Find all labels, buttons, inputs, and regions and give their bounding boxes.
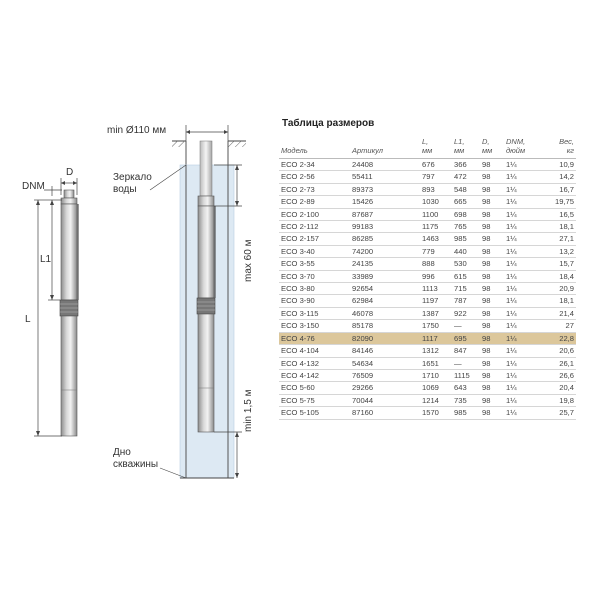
cell-weight: 27,1: [540, 233, 576, 245]
cell-l: 1387: [420, 307, 452, 319]
d-label: D: [66, 167, 74, 178]
cell-d: 98: [480, 196, 504, 208]
header-d: D, мм: [480, 137, 504, 159]
cell-l: 1197: [420, 295, 452, 307]
cell-l: 893: [420, 183, 452, 195]
header-l1: L1, мм: [452, 137, 480, 159]
cell-d: 98: [480, 357, 504, 369]
cell-model: ECO 3-90: [279, 295, 350, 307]
table-row: [279, 382, 576, 394]
cell-model: ECO 3-115: [279, 307, 350, 319]
cell-dnm: 1¼: [504, 196, 540, 208]
cell-l1: 985: [452, 407, 480, 419]
header-article: Артикул: [350, 137, 420, 159]
cell-weight: 26,1: [540, 357, 576, 369]
cell-weight: 18,1: [540, 221, 576, 233]
table-row: [279, 270, 576, 282]
cell-l: 1069: [420, 382, 452, 394]
table-row: [279, 221, 576, 233]
cell-d: 98: [480, 159, 504, 171]
cell-model: ECO 2-100: [279, 208, 350, 220]
cell-l1: 440: [452, 245, 480, 257]
header-model: Модель: [279, 137, 350, 159]
cell-l: 1710: [420, 369, 452, 381]
cell-dnm: 1¼: [504, 345, 540, 357]
table-row: [279, 357, 576, 369]
cell-l1: 985: [452, 233, 480, 245]
cell-dnm: 1¼: [504, 307, 540, 319]
cell-model: ECO 3-150: [279, 320, 350, 332]
cell-dnm: 1¼: [504, 295, 540, 307]
cell-l: 779: [420, 245, 452, 257]
cell-dnm: 1¼: [504, 159, 540, 171]
cell-l1: 922: [452, 307, 480, 319]
cell-model: ECO 5-105: [279, 407, 350, 419]
cell-model: ECO 2-157: [279, 233, 350, 245]
l1-label: L1: [40, 254, 52, 265]
cell-l1: —: [452, 357, 480, 369]
cell-l1: 1115: [452, 369, 480, 381]
cell-d: 98: [480, 171, 504, 183]
cell-model: ECO 3-55: [279, 258, 350, 270]
cell-article: 15426: [350, 196, 420, 208]
size-table: [279, 137, 576, 420]
size-table-body: [279, 159, 576, 420]
header-dnm: DNM, дюйм: [504, 137, 540, 159]
cell-weight: 25,7: [540, 407, 576, 419]
table-row: [279, 394, 576, 406]
cell-l: 888: [420, 258, 452, 270]
cell-article: 99183: [350, 221, 420, 233]
cell-d: 98: [480, 208, 504, 220]
cell-article: 76509: [350, 369, 420, 381]
water-mirror-label: Зеркало воды: [113, 172, 152, 195]
standalone-pump: [60, 190, 78, 436]
cell-dnm: 1¼: [504, 208, 540, 220]
cell-weight: 10,9: [540, 159, 576, 171]
table-row: [279, 283, 576, 295]
table-row: [279, 345, 576, 357]
cell-l: 1750: [420, 320, 452, 332]
cell-model: ECO 4-104: [279, 345, 350, 357]
table-row: [279, 171, 576, 183]
table-row: [279, 258, 576, 270]
cell-d: 98: [480, 258, 504, 270]
cell-model: ECO 2-89: [279, 196, 350, 208]
cell-model: ECO 4-142: [279, 369, 350, 381]
cell-article: 85178: [350, 320, 420, 332]
cell-d: 98: [480, 183, 504, 195]
cell-l1: —: [452, 320, 480, 332]
cell-d: 98: [480, 270, 504, 282]
cell-weight: 19,8: [540, 394, 576, 406]
cell-d: 98: [480, 382, 504, 394]
cell-l1: 530: [452, 258, 480, 270]
cell-dnm: 1¼: [504, 221, 540, 233]
cell-l: 1570: [420, 407, 452, 419]
cell-l: 1117: [420, 332, 452, 344]
cell-l: 1100: [420, 208, 452, 220]
cell-dnm: 1¼: [504, 382, 540, 394]
borehole: [172, 141, 246, 478]
cell-article: 54634: [350, 357, 420, 369]
cell-model: ECO 3-40: [279, 245, 350, 257]
cell-model: ECO 3-70: [279, 270, 350, 282]
cell-model: ECO 5-75: [279, 394, 350, 406]
cell-model: ECO 4-76: [279, 332, 350, 344]
table-row: [279, 407, 576, 419]
cell-weight: 21,4: [540, 307, 576, 319]
cell-article: 33989: [350, 270, 420, 282]
table-row: [279, 307, 576, 319]
cell-weight: 18,4: [540, 270, 576, 282]
table-row: [279, 208, 576, 220]
cell-d: 98: [480, 394, 504, 406]
cell-l1: 715: [452, 283, 480, 295]
cell-model: ECO 2-73: [279, 183, 350, 195]
header-weight: Вес, кг: [540, 137, 576, 159]
borehole-bottom-label: Дно скважины: [113, 447, 159, 470]
cell-d: 98: [480, 221, 504, 233]
cell-weight: 20,4: [540, 382, 576, 394]
cell-dnm: 1¼: [504, 245, 540, 257]
dnm-label: DNM: [22, 181, 45, 192]
cell-dnm: 1¼: [504, 369, 540, 381]
cell-l1: 643: [452, 382, 480, 394]
cell-dnm: 1¼: [504, 233, 540, 245]
cell-article: 87687: [350, 208, 420, 220]
cell-l1: 765: [452, 221, 480, 233]
cell-model: ECO 2-112: [279, 221, 350, 233]
cell-l1: 615: [452, 270, 480, 282]
cell-dnm: 1¼: [504, 258, 540, 270]
cell-dnm: 1¼: [504, 407, 540, 419]
table-row: [279, 183, 576, 195]
cell-d: 98: [480, 369, 504, 381]
cell-l: 1214: [420, 394, 452, 406]
cell-article: 74200: [350, 245, 420, 257]
cell-dnm: 1¼: [504, 270, 540, 282]
cell-weight: 27: [540, 320, 576, 332]
cell-article: 70044: [350, 394, 420, 406]
cell-l1: 472: [452, 171, 480, 183]
cell-weight: 20,9: [540, 283, 576, 295]
cell-d: 98: [480, 233, 504, 245]
cell-weight: 15,7: [540, 258, 576, 270]
cell-article: 86285: [350, 233, 420, 245]
table-header-row: [279, 137, 576, 159]
cell-l1: 698: [452, 208, 480, 220]
cell-d: 98: [480, 295, 504, 307]
cell-l1: 366: [452, 159, 480, 171]
cell-l: 797: [420, 171, 452, 183]
cell-weight: 13,2: [540, 245, 576, 257]
cell-d: 98: [480, 332, 504, 344]
cell-l: 1312: [420, 345, 452, 357]
cell-weight: 16,7: [540, 183, 576, 195]
table-row: [279, 159, 576, 171]
table-row: [279, 196, 576, 208]
cell-dnm: 1¼: [504, 283, 540, 295]
cell-l: 1113: [420, 283, 452, 295]
header-l: L, мм: [420, 137, 452, 159]
cell-dnm: 1¼: [504, 332, 540, 344]
cell-l1: 548: [452, 183, 480, 195]
cell-article: 46078: [350, 307, 420, 319]
cell-l1: 847: [452, 345, 480, 357]
cell-d: 98: [480, 307, 504, 319]
cell-article: 29266: [350, 382, 420, 394]
cell-d: 98: [480, 407, 504, 419]
cell-dnm: 1¼: [504, 171, 540, 183]
table-row: [279, 245, 576, 257]
cell-model: ECO 2-34: [279, 159, 350, 171]
cell-weight: 20,6: [540, 345, 576, 357]
cell-weight: 19,75: [540, 196, 576, 208]
cell-article: 24135: [350, 258, 420, 270]
cell-dnm: 1¼: [504, 357, 540, 369]
min-diameter-label: min Ø110 мм: [107, 125, 167, 136]
max-depth-label: max 60 м: [243, 239, 254, 282]
cell-article: 89373: [350, 183, 420, 195]
cell-weight: 16,5: [540, 208, 576, 220]
cell-dnm: 1¼: [504, 183, 540, 195]
cell-dnm: 1¼: [504, 320, 540, 332]
cell-d: 98: [480, 345, 504, 357]
cell-weight: 14,2: [540, 171, 576, 183]
cell-article: 55411: [350, 171, 420, 183]
cell-model: ECO 4-132: [279, 357, 350, 369]
cell-l1: 787: [452, 295, 480, 307]
size-table-section: [279, 118, 579, 420]
cell-l: 996: [420, 270, 452, 282]
cell-l: 1463: [420, 233, 452, 245]
cell-article: 92654: [350, 283, 420, 295]
cell-d: 98: [480, 283, 504, 295]
cell-weight: 26,6: [540, 369, 576, 381]
table-row: [279, 295, 576, 307]
table-row: [279, 332, 576, 344]
cell-l1: 695: [452, 332, 480, 344]
cell-d: 98: [480, 245, 504, 257]
cell-article: 87160: [350, 407, 420, 419]
cell-model: ECO 2-56: [279, 171, 350, 183]
l-label: L: [25, 314, 31, 325]
cell-article: 82090: [350, 332, 420, 344]
table-row: [279, 369, 576, 381]
cell-dnm: 1¼: [504, 394, 540, 406]
cell-l1: 735: [452, 394, 480, 406]
min-bottom-label: min 1,5 м: [243, 389, 254, 432]
cell-l1: 665: [452, 196, 480, 208]
cell-d: 98: [480, 320, 504, 332]
table-row: [279, 320, 576, 332]
cell-l: 676: [420, 159, 452, 171]
cell-weight: 22,8: [540, 332, 576, 344]
size-table-title: Таблица размеров: [282, 118, 375, 129]
cell-article: 62984: [350, 295, 420, 307]
cell-l: 1030: [420, 196, 452, 208]
cell-model: ECO 3-80: [279, 283, 350, 295]
cell-l: 1651: [420, 357, 452, 369]
cell-weight: 18,1: [540, 295, 576, 307]
cell-article: 24408: [350, 159, 420, 171]
cell-l: 1175: [420, 221, 452, 233]
cell-article: 84146: [350, 345, 420, 357]
cell-model: ECO 5-60: [279, 382, 350, 394]
table-row: [279, 233, 576, 245]
